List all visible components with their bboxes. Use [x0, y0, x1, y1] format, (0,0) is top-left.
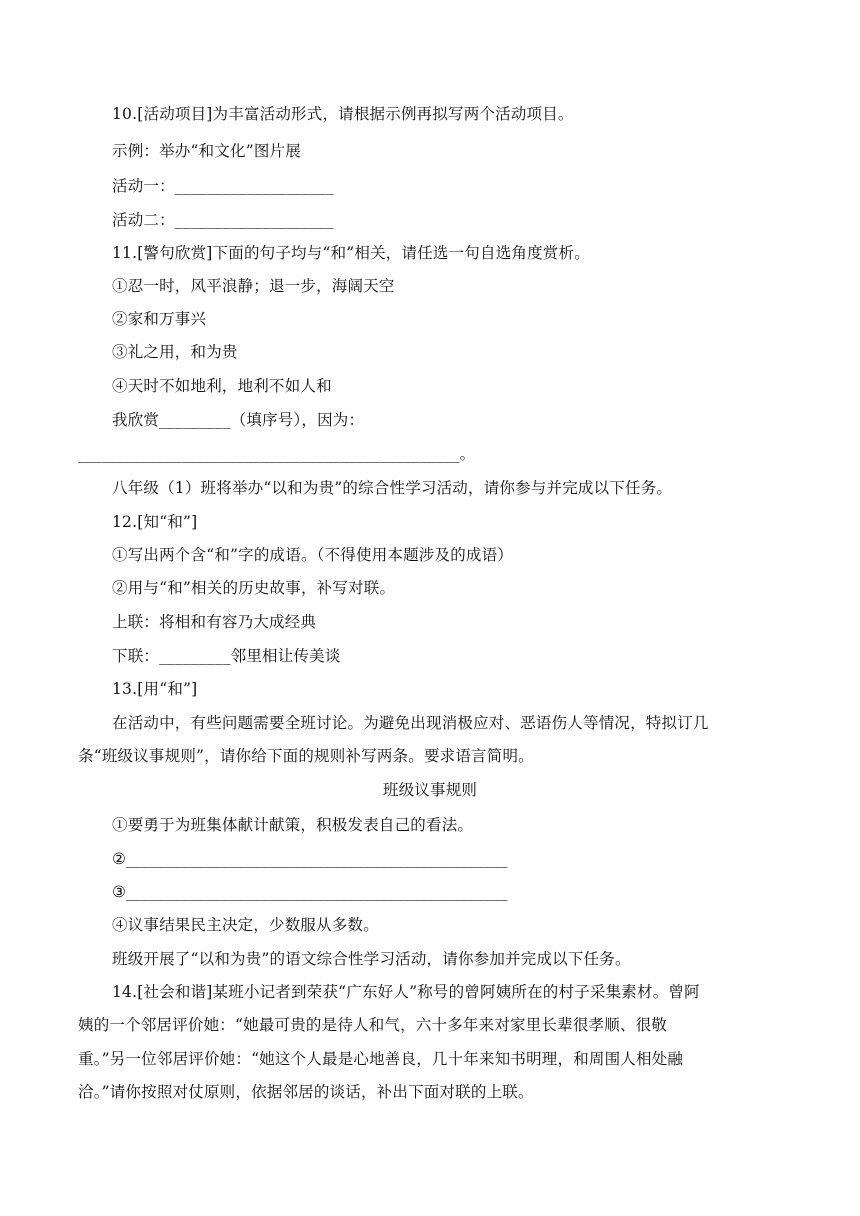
rule-2-blank: ②________________________________________________ [112, 850, 508, 868]
couplet-lower: 下联：_________邻里相让传美谈 [112, 647, 341, 665]
quote-2: ②家和万事兴 [112, 310, 207, 328]
activity-intro-2: 班级开展了“以和为贵”的语文综合性学习活动，请你参加并完成以下任务。 [112, 950, 631, 968]
question-10-prompt: 10.[活动项目]为丰富活动形式，请根据示例再拟写两个活动项目。 [112, 105, 574, 123]
rule-4: ④议事结果民主决定，少数服从多数。 [112, 916, 379, 934]
couplet-upper: 上联：将相和有容乃大成经典 [112, 613, 317, 631]
question-14-line-1: 14.[社会和谐]某班小记者到荣获“广东好人”称号的曾阿姨所在的村子采集素材。曾阿 [112, 983, 700, 1001]
rule-1: ①要勇于为班集体献计献策，积极发表自己的看法。 [112, 816, 474, 834]
quote-3: ③礼之用，和为贵 [112, 343, 238, 361]
example-line: 示例：举办“和文化”图片展 [112, 142, 301, 160]
rule-3-blank: ③________________________________________________ [112, 883, 508, 901]
question-13-paragraph-line-1: 在活动中，有些问题需要全班讨论。为避免出现消极应对、恶语伤人等情况，特拟订几 [112, 714, 709, 732]
quote-4: ④天时不如地利，地利不如人和 [112, 377, 332, 395]
question-13-paragraph-line-2: 条“班级议事规则”，请你给下面的规则补写两条。要求语言简明。 [78, 747, 534, 765]
activity-intro: 八年级（1）班将举办“以和为贵”的综合性学习活动，请你参与并完成以下任务。 [112, 479, 673, 497]
activity-two-blank: 活动二：____________________ [112, 211, 334, 229]
question-13-heading: 13.[用“和”] [112, 680, 198, 698]
appreciation-answer-blank: ________________________________________________。 [78, 445, 476, 463]
appreciation-line: 我欣赏_________（填序号），因为： [112, 411, 365, 429]
rules-title: 班级议事规则 [382, 781, 478, 799]
question-14-line-2: 姨的一个邻居评价她：“她最可贵的是待人和气，六十多年来对家里长辈很孝顺、很敬 [78, 1016, 668, 1034]
question-12-item-1: ①写出两个含“和”字的成语。（不得使用本题涉及的成语） [112, 546, 513, 564]
quote-1: ①忍一时，风平浪静；退一步，海阔天空 [112, 277, 395, 295]
question-12-heading: 12.[知“和”] [112, 513, 198, 531]
question-11-prompt: 11.[警句欣赏]下面的句子均与“和”相关，请任选一句自选角度赏析。 [112, 244, 590, 262]
question-12-item-2: ②用与“和”相关的历史故事，补写对联。 [112, 579, 396, 597]
activity-one-blank: 活动一：____________________ [112, 177, 334, 195]
question-14-line-3: 重。”另一位邻居评价她：“她这个人最是心地善良，几十年来知书明理，和周围人相处融 [78, 1050, 684, 1068]
question-14-line-4: 洽。”请你按照对仗原则，依据邻居的谈话，补出下面对联的上联。 [78, 1083, 534, 1101]
